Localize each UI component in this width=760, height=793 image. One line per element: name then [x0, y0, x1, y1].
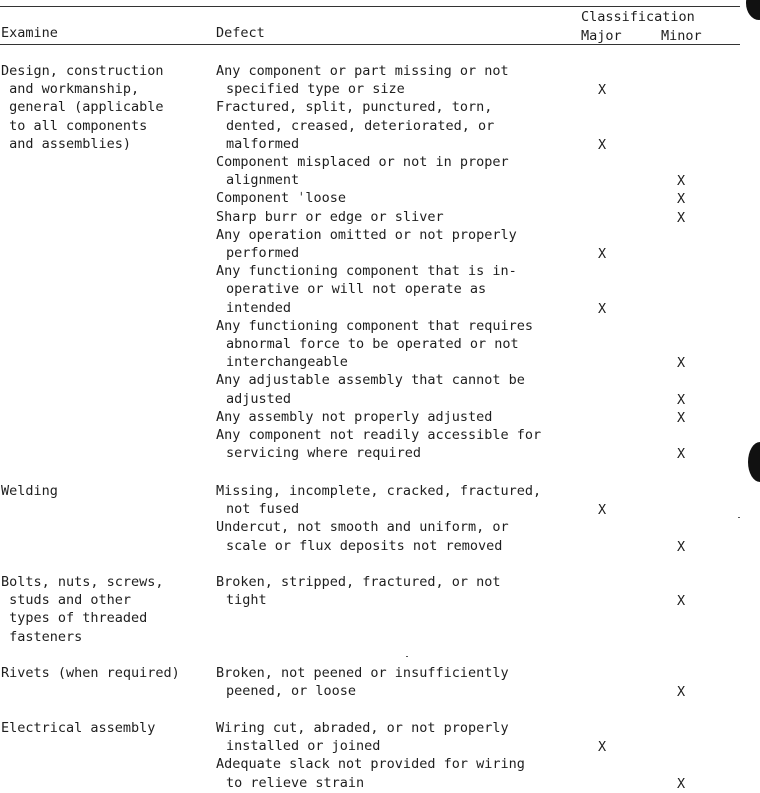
defect-description: Any assembly not properly adjusted: [216, 408, 493, 425]
defect-description: Any functioning component that is in-: [216, 263, 517, 280]
defect-description: Component misplaced or not in proper: [216, 154, 509, 170]
examine-item-text: Bolts, nuts, screws,: [1, 574, 164, 590]
examine-item-text: general (applicable: [1, 99, 164, 116]
defect-description: Wiring cut, abraded, or not properly: [216, 720, 509, 736]
minor-defect-mark: X: [677, 775, 686, 792]
defect-description: Missing, incomplete, cracked, fractured,: [216, 483, 542, 499]
defect-description: Any component not readily accessible for: [216, 427, 542, 443]
defect-description: specified type or size: [226, 81, 405, 98]
minor-defect-mark: X: [677, 538, 686, 555]
minor-defect-mark: X: [677, 173, 686, 190]
defect-description: Broken, stripped, fractured, or not: [216, 574, 501, 590]
minor-defect-mark: X: [677, 355, 686, 372]
defect-description: interchangeable: [226, 354, 348, 371]
major-defect-mark: X: [598, 246, 607, 262]
defect-description: Sharp burr or edge or sliver: [216, 208, 444, 225]
defect-description: installed or joined: [226, 738, 381, 755]
table-header-rule: [0, 44, 740, 45]
examine-item-text: Rivets (when required): [1, 665, 180, 681]
defect-column-header: Defect: [216, 25, 265, 41]
defect-description: Component ˈloose: [216, 190, 347, 207]
minor-defect-mark: X: [677, 209, 686, 226]
defect-description: Broken, not peened or insufficiently: [216, 665, 509, 681]
major-defect-mark: X: [598, 82, 607, 99]
minor-defect-mark: X: [677, 593, 686, 610]
scan-speck: [738, 517, 740, 518]
defect-description: tight: [226, 592, 267, 609]
minor-column-header: Minor: [661, 28, 702, 44]
minor-defect-mark: X: [677, 391, 686, 408]
defect-description: dented, creased, deteriorated, or: [226, 117, 495, 134]
examine-item-text: and assemblies): [1, 135, 132, 152]
examine-item-text: Design, construction: [1, 63, 164, 79]
scan-blot: [746, 0, 760, 20]
defect-description: peened, or loose: [226, 683, 357, 700]
table-top-rule: [0, 6, 740, 7]
defect-description: intended: [226, 299, 292, 316]
defect-description: Any component or part missing or not: [216, 63, 509, 79]
defect-description: scale or flux deposits not removed: [226, 537, 503, 554]
minor-defect-mark: X: [677, 409, 686, 426]
scan-speck: [406, 656, 408, 657]
major-defect-mark: X: [598, 739, 607, 756]
defect-description: Any adjustable assembly that cannot be: [216, 372, 525, 389]
examine-item-text: fasteners: [1, 628, 83, 645]
defect-description: malformed: [226, 135, 300, 152]
defect-description: Undercut, not smooth and uniform, or: [216, 519, 509, 536]
defect-description: performed: [226, 245, 300, 261]
minor-defect-mark: X: [677, 684, 686, 701]
examine-item-text: studs and other: [1, 592, 132, 609]
defect-description: to relieve strain: [226, 774, 365, 791]
classification-heading: Classification: [581, 9, 695, 25]
examine-item-text: and workmanship,: [1, 81, 140, 98]
defect-description: Any operation omitted or not properly: [216, 226, 517, 243]
major-defect-mark: X: [598, 502, 607, 519]
defect-description: Fractured, split, punctured, torn,: [216, 99, 493, 116]
defect-description: Adequate slack not provided for wiring: [216, 756, 525, 773]
major-defect-mark: X: [598, 300, 607, 317]
examine-item-text: Electrical assembly: [1, 720, 156, 736]
minor-defect-mark: X: [677, 191, 686, 208]
defect-description: not fused: [226, 501, 300, 518]
major-column-header: Major: [581, 28, 622, 44]
defect-description: abnormal force to be operated or not: [226, 336, 519, 352]
major-defect-mark: X: [598, 136, 607, 153]
examine-item-text: types of threaded: [1, 610, 148, 627]
defect-description: operative or will not operate as: [226, 281, 487, 298]
scan-blot: [748, 442, 760, 482]
defect-description: servicing where required: [226, 445, 422, 462]
defect-description: Any functioning component that requires: [216, 317, 533, 334]
examine-column-header: Examine: [1, 25, 58, 41]
examine-item-text: to all components: [1, 117, 148, 134]
minor-defect-mark: X: [677, 446, 686, 463]
defect-description: adjusted: [226, 390, 292, 407]
examine-item-text: Welding: [1, 483, 58, 499]
defect-description: alignment: [226, 172, 300, 189]
